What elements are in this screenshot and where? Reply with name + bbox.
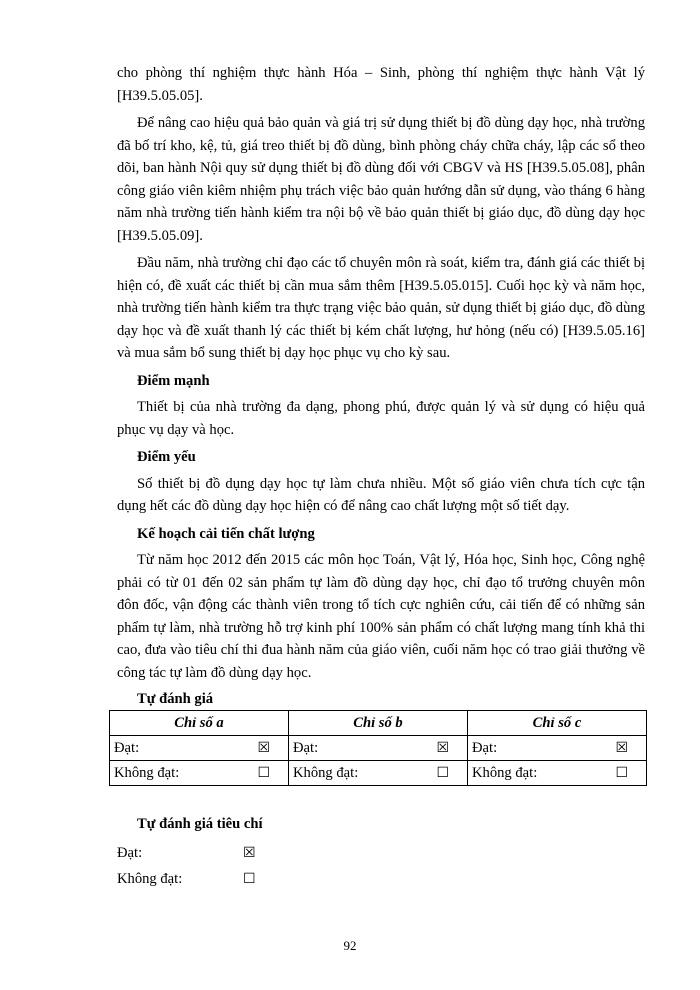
cell-a-fail: [110, 761, 289, 786]
column-header-b: Chỉ số b: [289, 711, 468, 736]
pass-label: Đạt:: [114, 740, 140, 756]
table-row-pass: [110, 736, 647, 761]
cell-a-pass: [110, 736, 289, 761]
pass-label: Đạt:: [472, 740, 498, 756]
page-content: [114, 62, 645, 892]
paragraph-3: Đầu năm, nhà trường chỉ đạo các tổ chuyên môn rà soát, kiểm tra, đánh giá các thiết bị hiện có, đề xuất các thiết bị cần mua sắm thêm [H39.5.05.015]. Cuối học kỳ và năm học, nhà trường tiến hành kiểm tra thực trạng việc bảo quản, sử dụng thiết bị giáo dục, đồ dùng dạy học và đề xuất thanh lý các thiết bị kém chất lượng, hư hỏng (nếu có) [H39.5.05.16] và mua sắm bổ sung thiết bị dạy học phục vụ cho kỳ sau.: [117, 255, 645, 361]
empty-box-icon: ☐: [436, 765, 449, 781]
cell-b-pass: [289, 736, 468, 761]
fail-label: Không đạt:: [114, 765, 180, 781]
criterion-pass-row: [117, 840, 645, 866]
column-header-c: Chỉ số c: [468, 711, 647, 736]
paragraph-1: cho phòng thí nghiệm thực hành Hóa – Sinh, phòng thí nghiệm thực hành Vật lý [H39.5.05.05].: [117, 65, 645, 104]
fail-label: Không đạt:: [293, 765, 359, 781]
checked-box-icon: ☒: [257, 740, 270, 756]
fail-label: Không đạt:: [472, 765, 538, 781]
empty-box-icon: ☐: [615, 765, 628, 781]
table-row-fail: [110, 761, 647, 786]
empty-box-icon: ☐: [257, 765, 270, 781]
self-evaluation-table: [109, 710, 647, 786]
paragraph-2: Để nâng cao hiệu quả bảo quản và giá trị sử dụng thiết bị đồ dùng dạy học, nhà trường đã bố trí kho, kệ, tủ, giá treo thiết bị đồ dùng, bình phòng cháy chữa cháy, lập các sổ theo dõi, ban hành Nội quy sử dụng thiết bị đồ dùng đối với CBGV và HS [H39.5.05.08], phân công giáo viên kiêm nhiệm phụ trách việc bảo quản hướng dẫn sử dụng, vào tháng 6 hàng năm nhà trường tiến hành kiểm tra nội bộ về bảo quản thiết bị giáo dục, đồ dùng dạy học [H39.5.05.09].: [117, 115, 645, 244]
page-number: 92: [343, 938, 357, 953]
criterion-fail-row: [117, 866, 645, 892]
criterion-evaluation-label: Tự đánh giá tiêu chí: [137, 816, 263, 832]
column-header-a: Chỉ số a: [110, 711, 289, 736]
improvement-plan-text: Từ năm học 2012 đến 2015 các môn học Toán, Vật lý, Hóa học, Sinh học, Công nghệ phải có từ 01 đến 02 sản phẩm tự làm đồ dùng dạy học, chỉ đạo tổ trưởng chuyên môn đôn đốc, vận động các thành viên trong tổ tích cực nghiên cứu, cải tiến để có những sản phẩm tự làm, nhà trường hỗ trợ kinh phí 100% sản phẩm có chất lượng mang tính khả thi cao, đưa vào tiêu chí thi đua hành năm của giáo viên, cuối năm học có trao giải thưởng về công tác tự làm đồ dùng dạy học.: [117, 552, 645, 681]
checked-box-icon: ☒: [436, 740, 449, 756]
cell-b-fail: [289, 761, 468, 786]
criterion-pass-label: Đạt:: [117, 844, 143, 861]
weaknesses-heading: Điểm yếu: [137, 449, 196, 465]
weaknesses-text: Số thiết bị đồ dụng dạy học tự làm chưa nhiều. Một số giáo viên chưa tích cực tận dụng hết các đồ dùng dạy học hiện có để nâng cao chất lượng một số tiết dạy.: [117, 475, 645, 514]
criterion-fail-label: Không đạt:: [117, 870, 183, 887]
strengths-heading: Điểm mạnh: [137, 372, 210, 389]
cell-c-pass: [468, 736, 647, 761]
checked-box-icon: ☒: [615, 740, 628, 756]
improvement-plan-heading: Kế hoạch cải tiến chất lượng: [137, 525, 315, 542]
self-evaluation-label: Tự đánh giá: [137, 691, 214, 707]
strengths-text: Thiết bị của nhà trường đa dạng, phong phú, được quản lý và sử dụng có hiệu quả phục vụ dạy và học.: [117, 399, 645, 438]
pass-label: Đạt:: [293, 740, 319, 756]
cell-c-fail: [468, 761, 647, 786]
table-header-row: [110, 711, 647, 736]
checked-box-icon: ☒: [243, 844, 256, 861]
empty-box-icon: ☐: [243, 870, 256, 887]
